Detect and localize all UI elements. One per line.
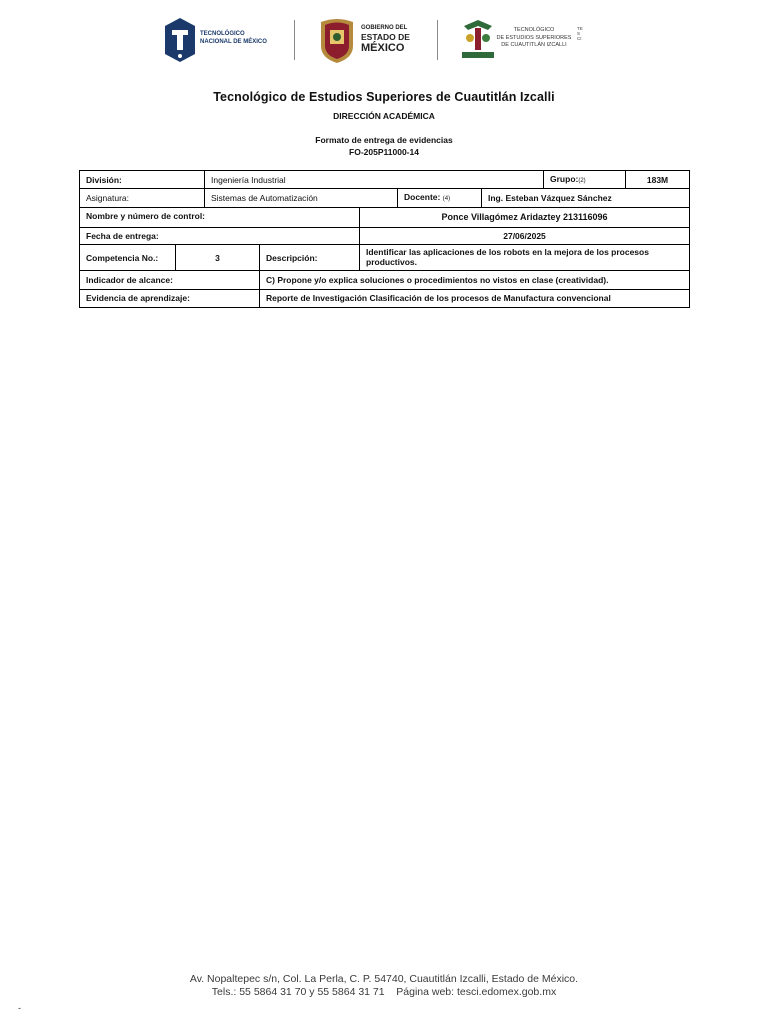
tesci-wordmark: TECNOLÓGICO DE ESTUDIOS SUPERIORES DE CUAUTITLÁN IZCALLI bbox=[496, 27, 572, 48]
competencia-value: 3 bbox=[176, 245, 260, 271]
division-label: División: bbox=[80, 171, 205, 189]
tecnm-logo bbox=[160, 14, 285, 66]
footer-contact: Tels.: 55 5864 31 70 y 55 5864 31 71 Página web: tesci.edomex.gob.mx bbox=[211, 986, 557, 998]
indicador-value: C) Propone y/o explica soluciones o procedimientos no vistos en clase (creatividad). bbox=[260, 271, 690, 289]
asignatura-label: Asignatura: bbox=[80, 189, 205, 207]
estado-mexico-shield-icon bbox=[317, 16, 357, 64]
docente-label: Docente: bbox=[404, 191, 441, 202]
asignatura-value: Sistemas de Automatización bbox=[205, 189, 398, 207]
competencia-label: Competencia No.: bbox=[80, 245, 176, 271]
tesci-emblem-icon bbox=[458, 16, 498, 64]
page-mark: - bbox=[18, 1003, 21, 1013]
department-title: DIRECCIÓN ACADÉMICA bbox=[333, 111, 435, 121]
table-row bbox=[80, 207, 690, 227]
fecha-value: 27/06/2025 bbox=[360, 227, 690, 244]
tecnm-emblem-icon bbox=[162, 16, 198, 64]
table-row bbox=[80, 227, 690, 244]
nombre-value: Ponce Villagómez Aridaztey 213116096 bbox=[360, 207, 690, 227]
indicador-label: Indicador de alcance: bbox=[80, 271, 260, 289]
evidencia-label: Evidencia de aprendizaje: bbox=[80, 289, 260, 307]
gobierno-wordmark: GOBIERNO DEL ESTADO DE MÉXICO bbox=[361, 25, 410, 54]
docente-cell bbox=[398, 189, 482, 207]
division-value: Ingeniería Industrial bbox=[205, 171, 544, 189]
grupo-label: Grupo: bbox=[550, 173, 579, 184]
tesci-vertical-text: TESCI bbox=[577, 26, 583, 41]
docente-value: Ing. Esteban Vázquez Sánchez bbox=[482, 189, 690, 207]
descripcion-value: Identificar las aplicaciones de los robots en la mejora de los procesos productivos. bbox=[360, 245, 690, 271]
table-row bbox=[80, 171, 690, 189]
institution-title: Tecnológico de Estudios Superiores de Cuautitlán Izcalli bbox=[213, 90, 555, 104]
nombre-label: Nombre y número de control: bbox=[80, 207, 360, 227]
grupo-cell bbox=[544, 171, 626, 189]
header-logos bbox=[160, 14, 590, 66]
format-name: Formato de entrega de evidencias bbox=[315, 135, 453, 145]
tesci-logo bbox=[458, 14, 590, 66]
grupo-value: 183M bbox=[626, 171, 690, 189]
descripcion-label: Descripción: bbox=[260, 245, 360, 271]
footer-address: Av. Nopaltepec s/n, Col. La Perla, C. P. 54740, Cuautitlán Izcalli, Estado de México. bbox=[189, 973, 579, 985]
evidencia-value: Reporte de Investigación Clasificación de los procesos de Manufactura convencional bbox=[260, 289, 690, 307]
docente-note: (4) bbox=[442, 195, 451, 202]
table-row bbox=[80, 289, 690, 307]
grupo-note: (2) bbox=[578, 177, 586, 184]
format-code: FO-205P11000-14 bbox=[349, 147, 419, 157]
table-row bbox=[80, 189, 690, 207]
logo-divider bbox=[437, 20, 438, 60]
fecha-label: Fecha de entrega: bbox=[80, 227, 360, 244]
table-row bbox=[80, 271, 690, 289]
table-row bbox=[80, 245, 690, 271]
evidence-form-table bbox=[79, 170, 690, 308]
gobierno-logo bbox=[315, 14, 425, 66]
tecnm-wordmark: TECNOLÓGICO NACIONAL DE MÉXICO bbox=[200, 31, 267, 45]
logo-divider bbox=[294, 20, 295, 60]
